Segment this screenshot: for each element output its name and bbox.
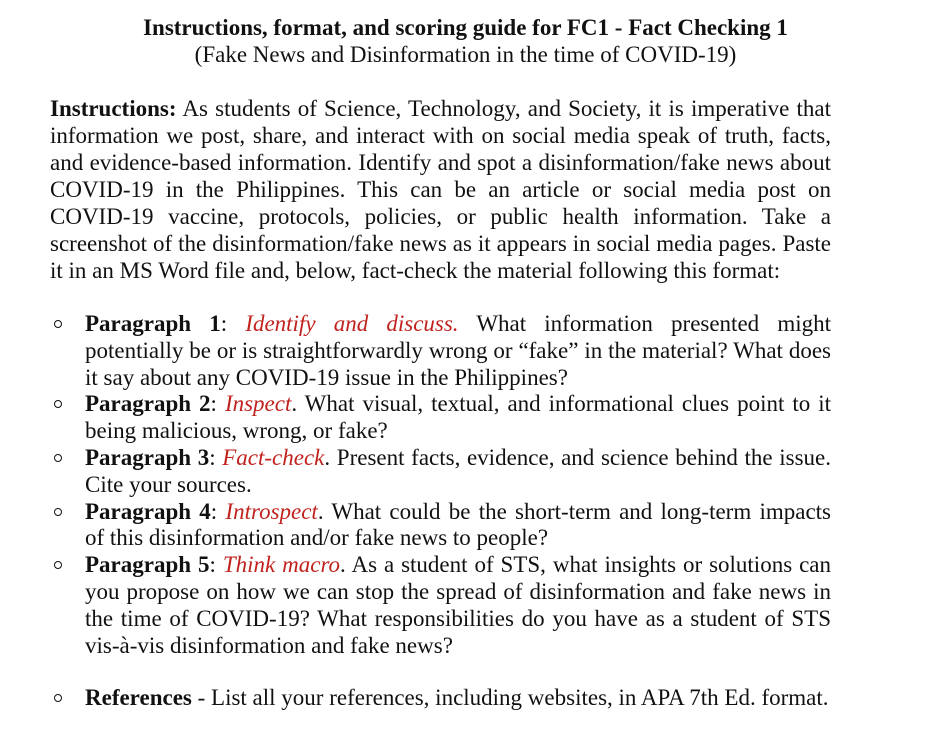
paragraph-emphasis: Identify and discuss. bbox=[245, 311, 459, 336]
hollow-circle-bullet-icon bbox=[54, 454, 62, 462]
paragraph-text: What information presented might potentially be or is straightforwardly wrong or “fake” in the material? What does it say about any COVID-19 issue in the Philippines? bbox=[85, 311, 831, 390]
paragraph-label: Paragraph 5 bbox=[85, 552, 210, 578]
paragraph-emphasis: Fact-check bbox=[222, 444, 325, 470]
list-item-paragraph-3 bbox=[50, 445, 831, 499]
hollow-circle-bullet-icon bbox=[54, 694, 62, 702]
hollow-circle-bullet-icon bbox=[54, 400, 62, 408]
list-item-paragraph-5 bbox=[50, 552, 831, 659]
document-title: Instructions, format, and scoring guide for FC1 - Fact Checking 1 bbox=[143, 15, 788, 40]
paragraph-emphasis: Think macro bbox=[222, 552, 341, 578]
paragraph-label: Paragraph 1 bbox=[85, 311, 221, 336]
references-separator: - bbox=[191, 685, 212, 710]
document-subtitle: (Fake News and Disinformation in the time of COVID-19) bbox=[194, 42, 737, 67]
paragraph-emphasis: Introspect bbox=[225, 498, 318, 524]
paragraph-format-list bbox=[50, 311, 831, 659]
paragraph-emphasis: Inspect bbox=[224, 391, 292, 417]
paragraph-text: . As a student of STS, what insights or solutions can you propose on how we can stop the spread of disinformation and fake news in the time of COVID-19? What responsibilities do you have as a student of STS vis-à-vis disinformation and fake news? bbox=[85, 552, 831, 658]
paragraph-text: . What could be the short-term and long-term impacts of this disinformation and/or fake news to people? bbox=[85, 498, 831, 551]
paragraph-label: Paragraph 2 bbox=[85, 391, 211, 417]
instructions-paragraph bbox=[50, 95, 831, 284]
list-item-paragraph-4 bbox=[50, 499, 831, 553]
list-item-paragraph-2 bbox=[50, 391, 831, 445]
paragraph-separator: : bbox=[210, 498, 226, 524]
paragraph-separator: : bbox=[209, 444, 223, 470]
instructions-label: Instructions: bbox=[50, 96, 177, 121]
hollow-circle-bullet-icon bbox=[54, 320, 62, 328]
paragraph-separator: : bbox=[210, 391, 225, 417]
paragraph-text: . Present facts, evidence, and science behind the issue. Cite your sources. bbox=[85, 444, 831, 497]
paragraph-separator: : bbox=[220, 311, 246, 336]
hollow-circle-bullet-icon bbox=[54, 561, 62, 569]
paragraph-separator: : bbox=[209, 552, 223, 578]
references-list bbox=[50, 685, 831, 712]
list-item-references bbox=[50, 685, 831, 712]
hollow-circle-bullet-icon bbox=[54, 508, 62, 516]
references-text: List all your references, including websites, in APA 7th Ed. format. bbox=[211, 685, 829, 710]
paragraph-label: Paragraph 4 bbox=[85, 498, 211, 524]
list-item-paragraph-1 bbox=[50, 311, 831, 391]
instructions-text: As students of Science, Technology, and Society, it is imperative that information we post, share, and interact with on social media speak of truth, facts, and evidence-based information. Identify and spot a disinformation/fake news about COVID-19 in the Philippines. This can be an article or social media post on COVID-19 vaccine, protocols, policies, or public health information. Take a screenshot of the disinformation/fake news as it appears in social media pages. Paste it in an MS Word file and, below, fact-check the material following this format: bbox=[50, 96, 831, 283]
paragraph-text: . What visual, textual, and informational clues point to it being malicious, wrong, or fake? bbox=[85, 391, 832, 444]
references-label: References bbox=[85, 685, 192, 710]
paragraph-label: Paragraph 3 bbox=[85, 444, 210, 470]
